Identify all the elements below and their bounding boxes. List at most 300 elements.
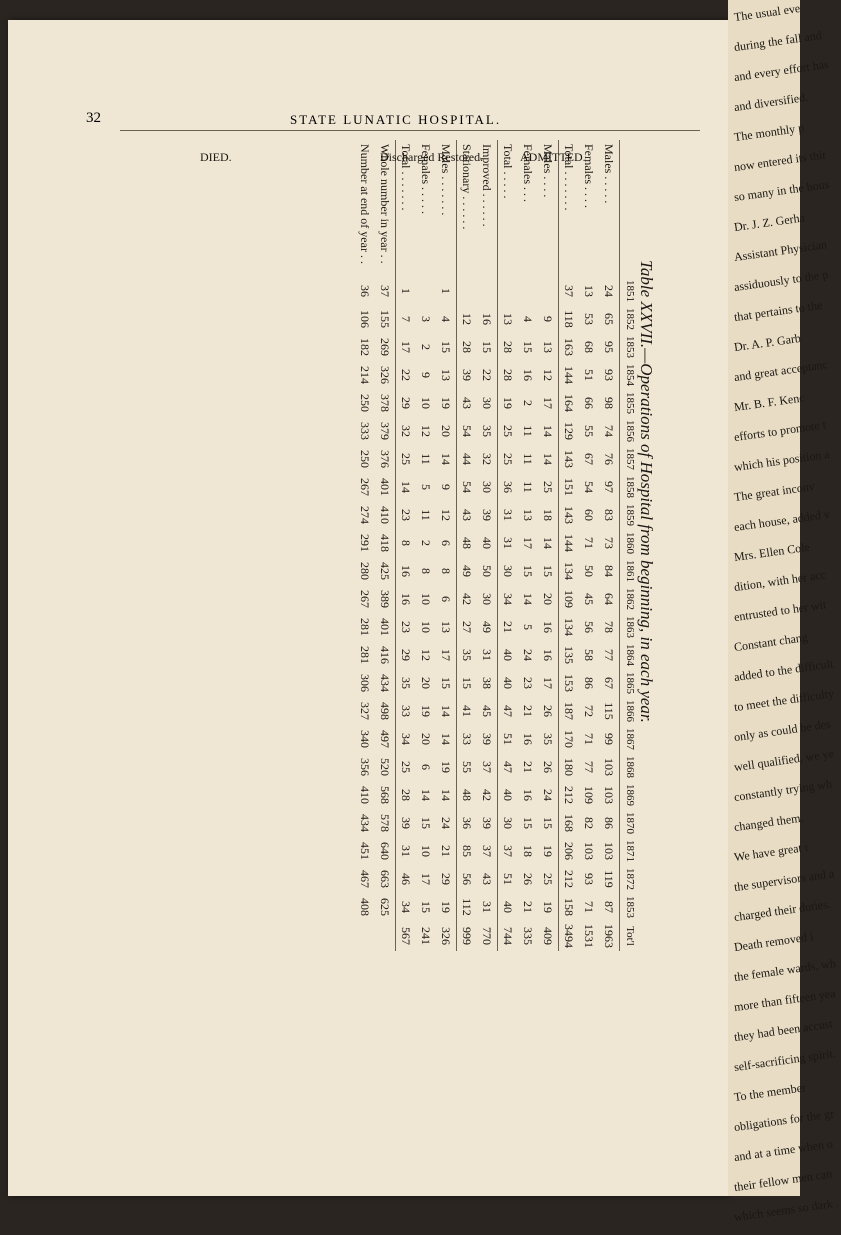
adjacent-text-line: during the fall and xyxy=(733,27,823,55)
table-cell: 36 xyxy=(501,481,516,493)
table-cell: 115 xyxy=(602,702,617,720)
table-cell xyxy=(416,277,436,305)
table-cell: 13 xyxy=(501,313,516,325)
table-cell: 49 xyxy=(460,565,475,577)
year-header: 1869 xyxy=(620,781,641,809)
table-cell: 22 xyxy=(477,361,498,389)
table-row xyxy=(599,140,620,951)
adjacent-text-line: and every effort has xyxy=(733,56,830,85)
table-cell: 451 xyxy=(358,842,373,860)
table-cell: 434 xyxy=(375,669,396,697)
table-cell: 43 xyxy=(460,397,475,409)
row-label: Males . . . . xyxy=(538,140,559,277)
table-cell: 42 xyxy=(460,593,475,605)
table-cell: 241 xyxy=(419,927,434,945)
table-cell: 25 xyxy=(538,473,559,501)
table-cell: 12 xyxy=(538,361,559,389)
table-cell: 1 xyxy=(399,288,414,294)
adjacent-text-line: The great inconv xyxy=(733,478,816,505)
table-cell: 327 xyxy=(358,702,373,720)
table-cell: 9 xyxy=(419,372,434,378)
table-cell: 28 xyxy=(501,369,516,381)
table-cell: 16 xyxy=(521,369,536,381)
table-cell: 376 xyxy=(375,445,396,473)
table-cell: 25 xyxy=(501,425,516,437)
adjacent-text-line: To the member xyxy=(733,1080,807,1105)
table-cell: 77 xyxy=(582,761,597,773)
table-cell: 22 xyxy=(399,369,414,381)
admitted-group-label: ADMITTED. xyxy=(520,150,586,164)
table-cell: 14 xyxy=(538,417,559,445)
table-row xyxy=(396,140,417,951)
table-cell: 33 xyxy=(460,733,475,745)
table-cell: 520 xyxy=(375,753,396,781)
adjacent-text-line: constantly trying wh xyxy=(733,776,833,805)
table-cell: 250 xyxy=(358,394,373,412)
table-cell: 14 xyxy=(399,481,414,493)
table-cell: 35 xyxy=(477,417,498,445)
table-cell: 356 xyxy=(358,758,373,776)
table-row xyxy=(416,140,436,951)
table-cell: 60 xyxy=(582,509,597,521)
table-cell: 21 xyxy=(521,705,536,717)
table-cell: 76 xyxy=(602,453,617,465)
table-cell: 30 xyxy=(477,473,498,501)
table-cell: 43 xyxy=(477,865,498,893)
table-cell: 28 xyxy=(399,789,414,801)
adjacent-text-line: Constant chang xyxy=(733,629,809,655)
table-cell: 21 xyxy=(501,621,516,633)
table-cell: 19 xyxy=(538,837,559,865)
table-cell: 17 xyxy=(538,669,559,697)
table-cell: 144 xyxy=(562,366,577,384)
table-cell: 14 xyxy=(436,445,457,473)
table-body xyxy=(355,140,620,951)
year-header: 1853 xyxy=(620,333,641,361)
table-cell: 31 xyxy=(399,845,414,857)
adjacent-text-line: to meet the difficulty xyxy=(733,686,835,715)
table-cell: 40 xyxy=(501,677,516,689)
row-label: Females . . . . . xyxy=(419,144,434,214)
table-cell: 134 xyxy=(562,562,577,580)
table-cell: 187 xyxy=(562,702,577,720)
table-cell: 48 xyxy=(460,537,475,549)
table-cell: 14 xyxy=(538,445,559,473)
table-cell: 40 xyxy=(501,789,516,801)
table-cell: 21 xyxy=(521,761,536,773)
table-cell: 4 xyxy=(521,316,536,322)
table-cell: 46 xyxy=(399,873,414,885)
table-cell: 8 xyxy=(436,557,457,585)
table-cell xyxy=(518,277,538,305)
table-cell: 8 xyxy=(399,540,414,546)
table-cell: 103 xyxy=(602,786,617,804)
table-cell: 17 xyxy=(436,641,457,669)
table-cell: 3494 xyxy=(562,924,577,948)
table-cell: 78 xyxy=(602,621,617,633)
table-cell: 71 xyxy=(582,901,597,913)
adjacent-text-line: well qualified, we ye xyxy=(733,746,835,775)
row-label: Number at end of year . . xyxy=(358,144,373,264)
table-cell: 11 xyxy=(521,453,536,465)
table-cell: 206 xyxy=(562,842,577,860)
row-label: Total . . . . . xyxy=(501,144,516,199)
table-cell: 4 xyxy=(436,305,457,333)
table-cell: 30 xyxy=(477,585,498,613)
table-cell: 2 xyxy=(419,540,434,546)
table-cell: 43 xyxy=(460,509,475,521)
table-cell: 51 xyxy=(501,733,516,745)
table-row xyxy=(579,140,599,951)
table-cell: 14 xyxy=(436,697,457,725)
adjacent-text-line: The monthly p xyxy=(733,120,805,145)
table-cell: 33 xyxy=(399,705,414,717)
table-cell: 93 xyxy=(582,873,597,885)
row-label: Females . . . . xyxy=(582,144,597,208)
table-cell: 25 xyxy=(399,453,414,465)
table-cell: 326 xyxy=(375,361,396,389)
table-cell: 11 xyxy=(521,425,536,437)
table-cell: 17 xyxy=(419,873,434,885)
table-cell: 67 xyxy=(582,453,597,465)
row-label: Total . . . . . . . xyxy=(562,144,577,211)
table-cell: 67 xyxy=(602,677,617,689)
table-cell: 498 xyxy=(375,697,396,725)
table-cell: 19 xyxy=(501,397,516,409)
table-cell: 17 xyxy=(538,389,559,417)
table-cell: 45 xyxy=(477,697,498,725)
adjacent-text-line: the female wards, wh xyxy=(733,955,837,985)
table-cell: 129 xyxy=(562,422,577,440)
year-header: 1872 xyxy=(620,865,641,893)
table-cell: 3 xyxy=(419,316,434,322)
table-cell: 86 xyxy=(602,817,617,829)
running-head: STATE LUNATIC HOSPITAL. xyxy=(290,112,502,127)
table-cell: 21 xyxy=(521,901,536,913)
table-cell: 15 xyxy=(538,809,559,837)
table-cell: 378 xyxy=(375,389,396,417)
adjacent-text-line: We have great r xyxy=(733,839,810,865)
operations-table xyxy=(355,140,640,951)
table-cell: 24 xyxy=(602,285,617,297)
table-cell: 53 xyxy=(582,313,597,325)
table-cell: 170 xyxy=(562,730,577,748)
table-cell: 35 xyxy=(538,725,559,753)
table-cell: 434 xyxy=(358,814,373,832)
table-cell: 16 xyxy=(399,565,414,577)
table-cell: 32 xyxy=(399,425,414,437)
table-cell: 1963 xyxy=(602,924,617,948)
table-cell: 15 xyxy=(419,901,434,913)
table-cell: 21 xyxy=(436,837,457,865)
table-cell: 10 xyxy=(419,593,434,605)
table-cell: 31 xyxy=(501,509,516,521)
table-cell: 23 xyxy=(521,677,536,689)
adjacent-text-line: obligations for the gr xyxy=(733,1106,835,1135)
table-cell: 467 xyxy=(358,870,373,888)
adjacent-text-line: they had been accust xyxy=(733,1016,834,1045)
adjacent-text-line: now entered its thir xyxy=(733,147,828,175)
table-cell: 19 xyxy=(436,389,457,417)
table-cell: 103 xyxy=(602,842,617,860)
table-cell: 30 xyxy=(477,389,498,417)
table-caption: Table XXVII.—Operations of Hospital from beginning, in each year. xyxy=(637,260,656,723)
table-cell: 13 xyxy=(538,333,559,361)
table-cell: 15 xyxy=(477,333,498,361)
table-cell: 36 xyxy=(358,285,373,297)
table-cell: 7 xyxy=(399,316,414,322)
table-cell: 25 xyxy=(501,453,516,465)
table-cell: 418 xyxy=(375,529,396,557)
year-header: 1854 xyxy=(620,361,641,389)
table-cell: 26 xyxy=(521,873,536,885)
table-cell: 37 xyxy=(375,277,396,305)
table-cell: 158 xyxy=(562,898,577,916)
table-cell: 73 xyxy=(602,537,617,549)
table-cell: 32 xyxy=(477,445,498,473)
table-cell: 49 xyxy=(477,613,498,641)
table-cell: 13 xyxy=(436,613,457,641)
table-cell: 64 xyxy=(602,593,617,605)
table-cell: 14 xyxy=(538,529,559,557)
table-cell: 250 xyxy=(358,450,373,468)
table-cell: 18 xyxy=(538,501,559,529)
year-header: 1865 xyxy=(620,669,641,697)
table-cell: 16 xyxy=(477,305,498,333)
year-header: 1861 xyxy=(620,557,641,585)
year-header: 1851 xyxy=(620,277,641,305)
table-cell: 31 xyxy=(477,641,498,669)
table-cell: 155 xyxy=(375,305,396,333)
table-row xyxy=(518,140,538,951)
table-cell: 11 xyxy=(419,509,434,521)
header-rule xyxy=(120,130,700,131)
table-cell: 55 xyxy=(582,425,597,437)
table-cell: 281 xyxy=(358,618,373,636)
table-cell: 17 xyxy=(521,537,536,549)
table-cell: 36 xyxy=(460,817,475,829)
table-cell: 31 xyxy=(477,893,498,921)
table-cell: 41 xyxy=(460,705,475,717)
table-cell: 40 xyxy=(501,901,516,913)
table-row xyxy=(436,140,457,951)
table-cell: 1 xyxy=(436,277,457,305)
table-cell: 6 xyxy=(436,529,457,557)
table-cell: 151 xyxy=(562,478,577,496)
table-cell: 12 xyxy=(460,313,475,325)
table-cell: 2 xyxy=(419,344,434,350)
table-cell: 497 xyxy=(375,725,396,753)
table-cell: 28 xyxy=(501,341,516,353)
table-cell: 14 xyxy=(436,781,457,809)
table-cell: 98 xyxy=(602,397,617,409)
table-cell: 9 xyxy=(538,305,559,333)
table-cell: 47 xyxy=(501,761,516,773)
table-cell: 12 xyxy=(419,649,434,661)
table-cell: 35 xyxy=(460,649,475,661)
table-cell: 16 xyxy=(521,733,536,745)
table-cell: 85 xyxy=(460,845,475,857)
table-cell: 16 xyxy=(399,593,414,605)
table-cell: 568 xyxy=(375,781,396,809)
table-cell xyxy=(538,277,559,305)
adjacent-text-line: changed them. xyxy=(733,810,805,835)
table-cell xyxy=(355,921,375,951)
table-cell: 35 xyxy=(399,677,414,689)
adjacent-text-line: Mrs. Ellen Cole xyxy=(733,539,811,565)
adjacent-text-line: only as could be des xyxy=(733,716,832,745)
table-row xyxy=(559,140,580,951)
discharged-group-label: Discharged Restored. xyxy=(380,150,484,164)
table-cell: 410 xyxy=(375,501,396,529)
table-cell: 401 xyxy=(375,473,396,501)
table-cell: 29 xyxy=(399,397,414,409)
year-header: 1863 xyxy=(620,613,641,641)
adjacent-text-line: their fellow men can xyxy=(733,1166,833,1195)
died-group-label: DIED. xyxy=(200,150,232,164)
table-cell: 269 xyxy=(375,333,396,361)
table-cell: 39 xyxy=(477,501,498,529)
table-cell: 56 xyxy=(582,621,597,633)
table-cell: 40 xyxy=(477,529,498,557)
table-cell: 770 xyxy=(477,921,498,951)
table-cell: 20 xyxy=(436,417,457,445)
table-cell: 42 xyxy=(477,781,498,809)
year-header: 1853 xyxy=(620,893,641,921)
table-cell: 267 xyxy=(358,590,373,608)
adjacent-page xyxy=(728,0,840,1225)
adjacent-text-line: charged their duties. xyxy=(733,896,832,925)
table-cell: 425 xyxy=(375,557,396,585)
table-cell: 54 xyxy=(460,425,475,437)
table-cell: 39 xyxy=(460,369,475,381)
table-cell: 34 xyxy=(399,901,414,913)
table-area xyxy=(120,140,640,1060)
table-cell: 13 xyxy=(436,361,457,389)
table-cell: 12 xyxy=(436,501,457,529)
table-cell: 31 xyxy=(501,537,516,549)
table-cell: 19 xyxy=(436,753,457,781)
adjacent-text-line: efforts to promote t xyxy=(733,417,827,445)
adjacent-text-line: more than fifteen yea xyxy=(733,986,837,1015)
row-label: Improved . . . . . . xyxy=(477,140,498,277)
table-cell: 54 xyxy=(582,481,597,493)
table-cell: 47 xyxy=(501,705,516,717)
table-cell: 5 xyxy=(521,624,536,630)
page-number: 32 xyxy=(86,110,101,126)
adjacent-text-line: that pertains to the xyxy=(733,297,824,325)
table-cell: 16 xyxy=(538,641,559,669)
row-label: Males . . . . . xyxy=(602,144,617,204)
row-label: Whole number in year . . xyxy=(375,140,396,277)
adjacent-text-line: the supervisors and a xyxy=(733,866,835,895)
table-cell: 416 xyxy=(375,641,396,669)
table-cell: 999 xyxy=(460,927,475,945)
table-cell: 44 xyxy=(460,453,475,465)
year-header: 1866 xyxy=(620,697,641,725)
table-cell: 48 xyxy=(460,789,475,801)
table-cell: 55 xyxy=(460,761,475,773)
table-cell: 340 xyxy=(358,730,373,748)
table-cell: 578 xyxy=(375,809,396,837)
row-label: Stationary . . . . . . xyxy=(460,144,475,230)
table-cell: 26 xyxy=(538,697,559,725)
year-header: 1864 xyxy=(620,641,641,669)
adjacent-text-line: entrusted to her wit xyxy=(733,597,828,625)
year-header: 1862 xyxy=(620,585,641,613)
table-cell: 13 xyxy=(521,509,536,521)
year-header: 1868 xyxy=(620,753,641,781)
table-cell: 5 xyxy=(419,484,434,490)
table-cell: 25 xyxy=(538,865,559,893)
table-cell: 30 xyxy=(501,817,516,829)
table-cell: 19 xyxy=(419,705,434,717)
table-row xyxy=(498,140,519,951)
table-cell: 17 xyxy=(399,341,414,353)
table-cell: 112 xyxy=(460,898,475,916)
table-cell: 744 xyxy=(501,927,516,945)
table-cell: 15 xyxy=(419,817,434,829)
table-cell: 20 xyxy=(538,585,559,613)
table-cell: 409 xyxy=(538,921,559,951)
adjacent-text-line: each house, added v xyxy=(733,506,831,535)
table-cell: 58 xyxy=(582,649,597,661)
table-cell: 306 xyxy=(358,674,373,692)
table-cell: 12 xyxy=(419,425,434,437)
table-cell: 333 xyxy=(358,422,373,440)
table-cell: 56 xyxy=(460,873,475,885)
adjacent-text-line: Assistant Physician xyxy=(733,237,828,265)
table-cell: 103 xyxy=(602,758,617,776)
year-header: 1860 xyxy=(620,529,641,557)
table-cell: 11 xyxy=(521,481,536,493)
table-cell: 9 xyxy=(436,473,457,501)
table-cell: 40 xyxy=(501,649,516,661)
table-cell: 74 xyxy=(602,425,617,437)
table-cell: 106 xyxy=(358,310,373,328)
table-cell: 19 xyxy=(436,893,457,921)
table-cell: 38 xyxy=(477,669,498,697)
table-cell: 27 xyxy=(460,621,475,633)
table-cell: 51 xyxy=(501,873,516,885)
table-cell: 640 xyxy=(375,837,396,865)
table-cell: 153 xyxy=(562,674,577,692)
row-label: Total . . . . . . . xyxy=(399,144,414,211)
total-header: Tot'l xyxy=(620,921,641,951)
table-cell: 212 xyxy=(562,786,577,804)
table-cell: 14 xyxy=(419,789,434,801)
table-row xyxy=(538,140,559,951)
table-cell: 99 xyxy=(602,733,617,745)
table-cell: 15 xyxy=(521,341,536,353)
table-row xyxy=(355,140,375,951)
table-cell: 119 xyxy=(602,870,617,888)
row-label: Males . . . . . . . xyxy=(436,140,457,277)
table-cell: 15 xyxy=(538,557,559,585)
table-cell: 6 xyxy=(436,585,457,613)
year-header: 1858 xyxy=(620,473,641,501)
table-cell: 401 xyxy=(375,613,396,641)
table-cell: 274 xyxy=(358,506,373,524)
adjacent-text-line: dition, with her acc xyxy=(733,567,827,595)
table-cell: 109 xyxy=(582,786,597,804)
table-cell: 625 xyxy=(375,893,396,921)
table-cell: 15 xyxy=(436,333,457,361)
table-cell: 37 xyxy=(477,753,498,781)
table-cell: 45 xyxy=(582,593,597,605)
table-cell: 37 xyxy=(562,285,577,297)
table-cell: 50 xyxy=(477,557,498,585)
